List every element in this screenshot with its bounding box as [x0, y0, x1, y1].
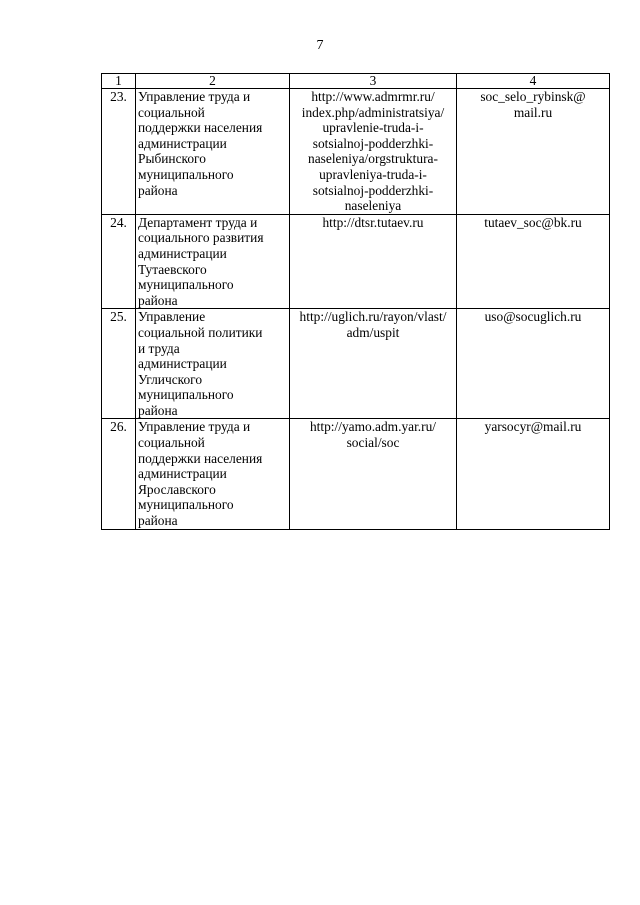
organization-name-line: муниципального [138, 497, 234, 513]
row-number: 24. [102, 214, 136, 309]
organization-name-line: муниципального [138, 387, 234, 403]
table-header-row [102, 74, 610, 89]
table-row [102, 419, 610, 529]
organization-name-line: Департамент труда и [138, 214, 258, 230]
organization-name-line: района [138, 402, 178, 418]
email-line: soc_selo_rybinsk@ [480, 89, 586, 104]
organization-name-line: Управление труда и [138, 419, 251, 435]
website-url-cell [290, 214, 457, 309]
column-header-3: 3 [290, 74, 457, 89]
website-url-line: sotsialnoj-podderzhki- [312, 135, 434, 151]
organization-name-line: и труда [138, 340, 180, 356]
organization-name-line: Ярославского [138, 481, 216, 497]
website-url-line: sotsialnoj-podderzhki- [312, 182, 434, 198]
column-header-4: 4 [457, 74, 610, 89]
organization-name-cell [136, 214, 290, 309]
organization-name-line: администрации [138, 466, 227, 482]
organization-name-line: поддержки населения [138, 120, 263, 136]
table-row [102, 309, 610, 419]
organization-name-line: района [138, 292, 178, 308]
email-line: mail.ru [513, 104, 553, 120]
organization-name-line: администрации [138, 135, 227, 151]
organization-name-cell [136, 309, 290, 419]
organization-name-line: Рыбинского [138, 151, 206, 167]
website-url-line: upravleniya-truda-i- [319, 166, 427, 182]
organization-name-cell [136, 89, 290, 215]
organization-name-line: администрации [138, 356, 227, 372]
organization-name-line: Управление труда и [138, 89, 251, 104]
column-header-2: 2 [136, 74, 290, 89]
column-header-1: 1 [102, 74, 136, 89]
email-line: uso@socuglich.ru [484, 309, 582, 325]
email-cell [457, 214, 610, 309]
table-row [102, 89, 610, 215]
organization-name-line: района [138, 182, 178, 198]
organization-name-line: района [138, 513, 178, 529]
organization-name-line: Тутаевского [138, 261, 207, 277]
website-url-cell [290, 89, 457, 215]
email-line: tutaev_soc@bk.ru [484, 214, 582, 230]
website-url-line: http://yamo.adm.yar.ru/ [309, 419, 437, 435]
row-number: 25. [102, 309, 136, 419]
organization-name-line: социальной [138, 435, 205, 451]
website-url-line: http://dtsr.tutaev.ru [322, 214, 424, 230]
organization-name-line: администрации [138, 245, 227, 261]
table-row [102, 214, 610, 309]
website-url-cell [290, 419, 457, 529]
email-line: yarsocyr@mail.ru [484, 419, 582, 435]
website-url-line: social/soc [346, 435, 400, 451]
row-number: 26. [102, 419, 136, 529]
website-url-line: upravlenie-truda-i- [322, 120, 424, 136]
website-url-line: naseleniya/orgstruktura- [308, 151, 438, 167]
organization-name-line: муниципального [138, 277, 234, 293]
organization-name-line: социальной политики [138, 324, 263, 340]
website-url-cell [290, 309, 457, 419]
email-cell [457, 309, 610, 419]
email-cell [457, 419, 610, 529]
organization-name-line: поддержки населения [138, 450, 263, 466]
organizations-table [101, 73, 610, 530]
row-number: 23. [102, 89, 136, 215]
website-url-line: http://uglich.ru/rayon/vlast/ [299, 309, 447, 325]
organization-name-line: Угличского [138, 371, 203, 387]
website-url-line: naseleniya [344, 198, 402, 214]
page-number: 7 [316, 38, 324, 53]
organization-name-line: социальной [138, 104, 205, 120]
table-body [102, 74, 610, 530]
organization-name-cell [136, 419, 290, 529]
organization-name-line: Управление [138, 309, 206, 325]
website-url-line: index.php/administratsiya/ [301, 104, 445, 120]
email-cell [457, 89, 610, 215]
organization-name-line: муниципального [138, 166, 234, 182]
website-url-line: http://www.admrmr.ru/ [311, 89, 435, 104]
website-url-line: adm/uspit [346, 324, 400, 340]
organization-name-line: социального развития [138, 230, 264, 246]
